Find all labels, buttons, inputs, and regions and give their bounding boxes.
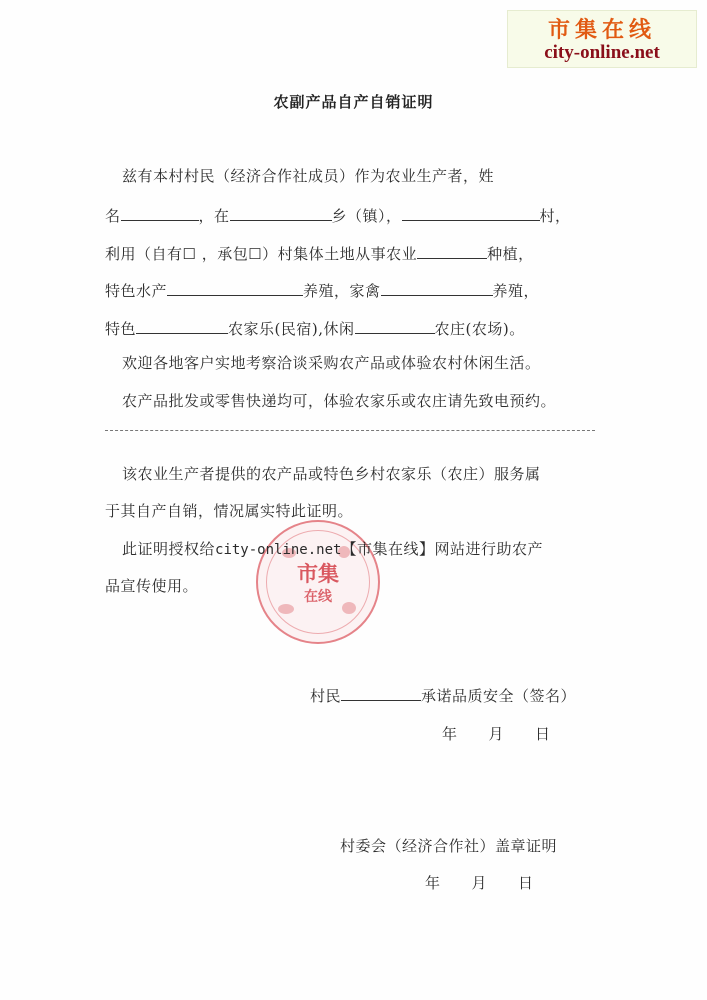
cert-line-3 bbox=[122, 538, 543, 559]
at-label: ，在 bbox=[198, 207, 230, 225]
land-use-label: 利用（自有☐ ，承包☐）村集体土地从事农业 bbox=[105, 245, 418, 263]
breeding-label: 养殖， bbox=[492, 282, 540, 300]
seal-text-top: 市集 bbox=[297, 562, 339, 586]
village-blank bbox=[402, 206, 540, 221]
cert-line-2: 于其自产自销，情况属实特此证明。 bbox=[105, 502, 354, 520]
farm-label: 农庄(农场)。 bbox=[434, 320, 525, 338]
aquatic-label: 特色水产 bbox=[105, 282, 168, 300]
poultry-blank bbox=[381, 281, 493, 296]
city-online-logo bbox=[507, 10, 697, 68]
cert-line-1: 该农业生产者提供的农产品或特色乡村农家乐（农庄）服务属 bbox=[122, 465, 541, 483]
name-blank bbox=[121, 206, 199, 221]
aquatic-blank bbox=[167, 281, 303, 296]
website-url: city-online.net bbox=[215, 542, 342, 558]
cert-line-4: 品宣传使用。 bbox=[105, 577, 199, 595]
villager-label: 村民 bbox=[310, 687, 342, 705]
body-line-1: 兹有本村村民（经济合作社成员）作为农业生产者，姓 bbox=[122, 167, 495, 185]
villager-date: 年 月 日 bbox=[442, 725, 551, 743]
farmhouse-blank bbox=[136, 319, 228, 334]
website-name: 【市集在线】网站进行助农产 bbox=[341, 540, 543, 558]
body-line-4 bbox=[105, 280, 539, 301]
special-label: 特色 bbox=[105, 320, 137, 338]
promise-label: 承诺品质安全（签名） bbox=[421, 687, 577, 705]
name-label: 名 bbox=[105, 207, 121, 225]
villager-sign-blank bbox=[341, 686, 421, 701]
body-line-3 bbox=[105, 243, 534, 264]
dashed-divider bbox=[105, 430, 595, 431]
town-blank bbox=[230, 206, 332, 221]
villager-sign-line bbox=[310, 685, 576, 706]
seal-text-bottom: 在线 bbox=[304, 589, 332, 605]
body-line-7: 农产品批发或零售快递均可，体验农家乐或农庄请先致电预约。 bbox=[122, 392, 557, 410]
authorize-label: 此证明授权给 bbox=[122, 540, 216, 558]
document-title: 农副产品自产自销证明 bbox=[273, 93, 434, 111]
committee-seal-label: 村委会（经济合作社）盖章证明 bbox=[340, 837, 558, 855]
body-line-5 bbox=[105, 318, 525, 339]
logo-url-text: city-online.net bbox=[544, 42, 660, 63]
village-label: 村， bbox=[539, 207, 571, 225]
crop-blank bbox=[417, 244, 487, 259]
body-line-2 bbox=[105, 205, 571, 226]
planting-label: 种植， bbox=[487, 245, 534, 263]
committee-date: 年 月 日 bbox=[425, 874, 534, 892]
poultry-label: 养殖，家禽 bbox=[303, 282, 381, 300]
body-line-6: 欢迎各地客户实地考察洽谈采购农产品或体验农村休闲生活。 bbox=[122, 354, 541, 372]
town-label: 乡（镇）， bbox=[331, 207, 402, 225]
leisure-blank bbox=[355, 319, 435, 334]
farmhouse-label: 农家乐(民宿),休闲 bbox=[228, 320, 355, 338]
logo-chinese-text: 市集在线 bbox=[547, 18, 656, 43]
